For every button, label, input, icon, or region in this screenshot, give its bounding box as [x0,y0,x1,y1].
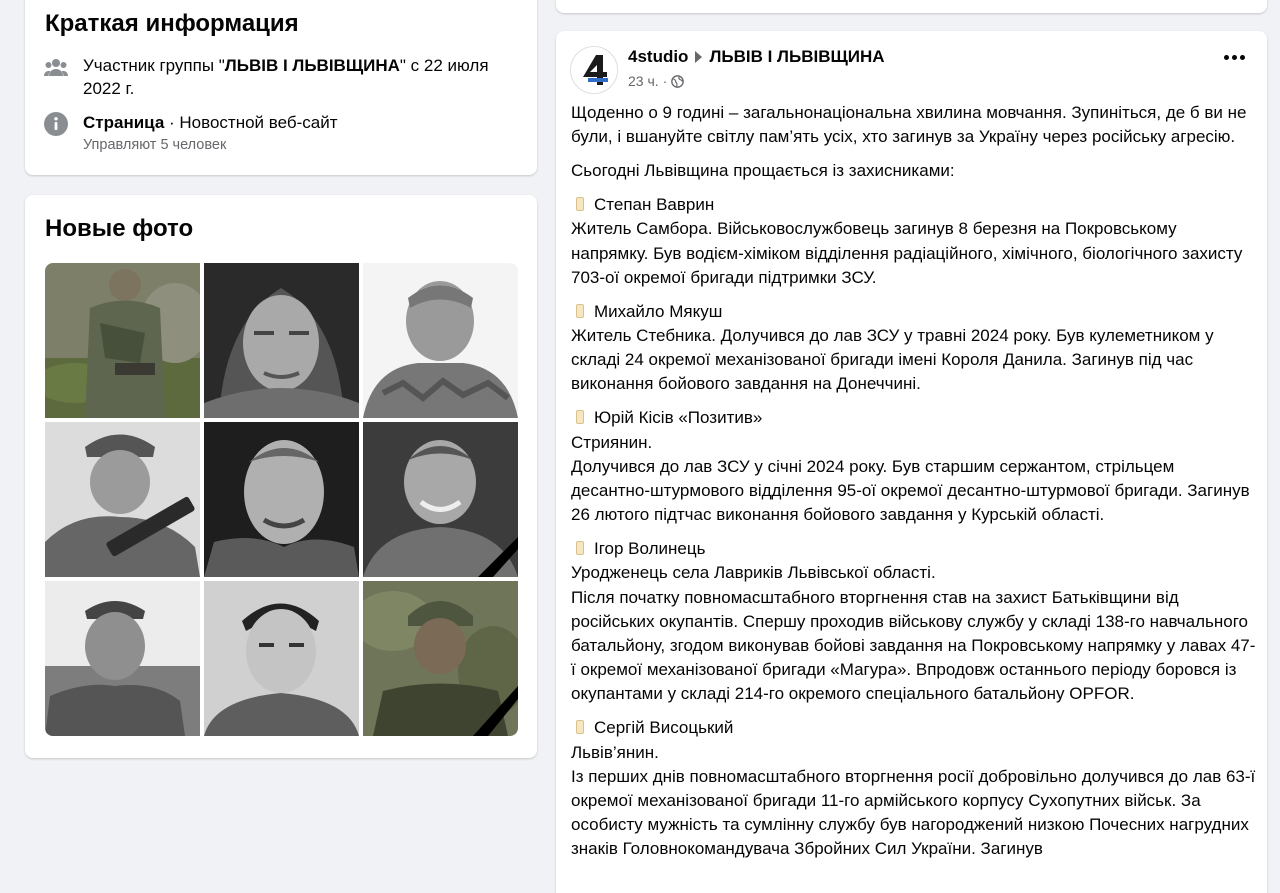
photo-thumbnail[interactable] [363,581,518,736]
hero-text: Уродженець села Лавриків Львівської області. [571,563,936,583]
post-time-link[interactable]: 23 ч. [628,73,659,89]
hero-text: Стриянин. [571,432,653,452]
photo-thumbnail[interactable] [45,422,200,577]
group-membership-row [43,54,513,100]
photos-card [25,195,537,758]
photo-thumbnail[interactable] [204,263,359,418]
hero-text: Львів’янин. [571,742,659,762]
candle-icon [576,720,584,734]
hero-name: Степан Ваврин [594,195,715,215]
hero-entry [571,300,1256,397]
hero-text: Житель Самбора. Військовослужбовець загинув 8 березня на Покровському напрямку. Був водієм-хіміком відділення радіаційного, хімічного, біологічного захисту 703-ої окремої бригади підтримки ЗСУ. [571,219,1243,287]
post-card [556,31,1267,893]
hero-text: Долучився до лав ЗСУ у січні 2024 року. Був старшим сержантом, стрільцем десантно-штурмового відділення 95-ої окремої десантно-штурмової бригади. Загинув 26 лютого підтчас виконання бойового завдання у Курській області. [571,456,1250,525]
post-header-names [628,47,885,67]
intro-card [25,0,537,175]
author-avatar[interactable] [570,46,618,94]
post-intro: Щоденно о 9 годині – загальнонаціональна хвилина мовчання. Зупиніться, де б ви не були, і вшануйте світлу пам’ять усіх, хто загинув за Україну через російську агресію. [571,103,1247,147]
post-text [571,101,1256,871]
hero-entry [571,716,1256,861]
group-name-link[interactable]: ЛЬВІВ І ЛЬВІВЩИНА [709,47,885,66]
candle-icon [576,304,584,318]
group-name-link[interactable]: ЛЬВІВ І ЛЬВІВЩИНА [224,56,400,75]
photo-thumbnail[interactable] [363,422,518,577]
page-info-row [43,111,338,153]
candle-icon [576,197,584,211]
member-prefix: Участник группы " [83,56,225,75]
arrow-right-icon [695,51,702,63]
post-meta [628,73,684,89]
hero-name: Юрій Кісів «Позитив» [594,408,763,428]
candle-icon [576,410,584,424]
author-name-link[interactable]: 4studio [628,47,689,66]
photo-thumbnail[interactable] [45,581,200,736]
photos-title: Новые фото [45,215,194,242]
photo-thumbnail[interactable] [204,581,359,736]
hero-entry [571,537,1256,706]
page-category: · Новостной веб-сайт [164,113,338,132]
hero-entry [571,406,1256,527]
hero-text: Житель Стебника. Долучився до лав ЗСУ у травні 2024 року. Був кулеметником у складі 24 окремої механізованої бригади імені Короля Данила. Загинув під час виконання бойового завдання на Донеччині. [571,326,1214,394]
hero-name: Ігор Волинець [594,539,706,559]
hero-text: Після початку повномасштабного вторгнення став на захист Батьківщини від російських окупантів. Спершу проходив військову службу у складі 138-го навчального батальйону, згодом виконував бойові завдання на Покровському напрямку у лавах 47-ї окремої механізованої бригади «Магура». Впродовж останнього періоду боровся із окупантами у складі 214-го окремого спеціального батальйону OPFOR. [571,587,1256,704]
globe-icon[interactable] [671,75,684,88]
photo-grid [45,263,518,736]
candle-icon [576,541,584,555]
managed-by-text: Управляют 5 человек [83,137,227,153]
previous-post-card [556,0,1267,13]
more-options-button[interactable] [1224,55,1245,60]
hero-name: Михайло Мякуш [594,301,723,321]
intro-title: Краткая информация [45,10,299,37]
group-icon [43,54,69,80]
info-icon [43,111,69,137]
hero-entry [571,193,1256,290]
page-label: Страница [83,113,165,132]
photo-thumbnail[interactable] [204,422,359,577]
photo-thumbnail[interactable] [363,263,518,418]
meta-separator: · [662,73,668,89]
post-farewell: Сьогодні Львівщина прощається із захисниками: [571,161,955,181]
hero-name: Сергій Висоцький [594,718,734,738]
more-dots-icon [1224,55,1229,60]
photo-thumbnail[interactable] [45,263,200,418]
member-suffix: " с 22 июля 2022 г. [83,56,489,98]
hero-text: Із перших днів повномасштабного вторгнення росії добровільно долучився до лав 63-ї окремої механізованої бригади 11-го армійського корпусу Сухопутних військ. За особисту мужність та сумлінну службу був нагороджений низкою Почесних нагрудних знаків Головнокомандувача Збройних Сил України. Загинув [571,766,1256,859]
